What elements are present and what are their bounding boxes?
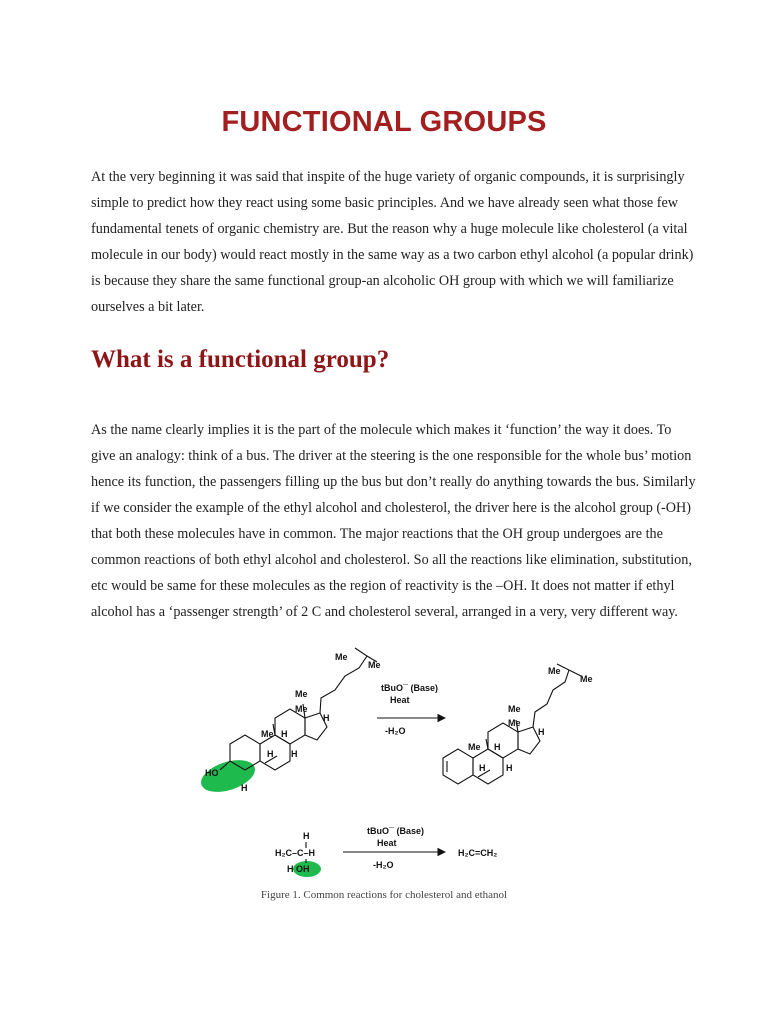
hydroxyl-label: HO bbox=[205, 768, 219, 778]
hydrogen-label: H bbox=[538, 727, 545, 737]
ethanol-bottom-groups: H OH bbox=[287, 864, 310, 874]
intro-line: ourselves a bit later. bbox=[91, 299, 205, 315]
body-paragraph bbox=[91, 417, 711, 625]
methyl-label: Me bbox=[468, 742, 481, 752]
intro-line: fundamental tenets of organic chemistry are. But the reason why a huge molecule like cholesterol (a vital bbox=[91, 221, 688, 237]
body-line: As the name clearly implies it is the part of the molecule which makes it ‘function’ the way it does. To bbox=[91, 422, 672, 438]
methyl-label: Me bbox=[295, 704, 308, 714]
body-line: common reactions of both ethyl alcohol and cholesterol. So all the reactions like elimination, substitution, bbox=[91, 552, 692, 568]
body-line: hence its function, the passengers filling up the bus but don’t really do anything towards the bus. Similarly bbox=[91, 474, 696, 490]
ethanol-carbon-chain: H₂C–C–H bbox=[275, 848, 316, 858]
cholestadiene-structure bbox=[443, 664, 593, 784]
heat-label: Heat bbox=[377, 838, 397, 848]
body-line: alcohol has a ‘passenger strength’ of 2 C and cholesterol several, arranged in a very, very different way. bbox=[91, 604, 678, 620]
ethylene-product: H₂C=CH₂ bbox=[458, 848, 498, 858]
intro-paragraph bbox=[91, 164, 711, 320]
heat-label: Heat bbox=[390, 695, 410, 705]
methyl-label: Me bbox=[368, 660, 381, 670]
body-line: that both these molecules have in common. The major reactions that the OH group undergoes are the bbox=[91, 526, 663, 542]
methyl-label: Me bbox=[295, 689, 308, 699]
water-loss-label: -H₂O bbox=[373, 860, 394, 870]
hydrogen-label: H bbox=[479, 763, 486, 773]
methyl-label: Me bbox=[508, 704, 521, 714]
hydrogen-label: H bbox=[281, 729, 288, 739]
reaction-scheme bbox=[195, 644, 595, 884]
body-line: if we consider the example of the ethyl alcohol and cholesterol, the driver here is the alcohol group (-OH) bbox=[91, 500, 691, 516]
methyl-label: Me bbox=[261, 729, 274, 739]
base-reagent-label: tBuO¯ (Base) bbox=[367, 826, 424, 836]
base-reagent-label: tBuO¯ (Base) bbox=[381, 683, 438, 693]
methyl-label: Me bbox=[548, 666, 561, 676]
intro-line: simple to predict how they react using some basic principles. And we have already seen what those few bbox=[91, 195, 679, 211]
hydrogen-label: H bbox=[291, 749, 298, 759]
ethanol-reaction bbox=[275, 826, 497, 877]
page-title: FUNCTIONAL GROUPS bbox=[221, 106, 547, 138]
hydrogen-label: H bbox=[267, 749, 274, 759]
methyl-label: Me bbox=[508, 718, 521, 728]
intro-line: molecule in our body) would react mostly in the same way as a two carbon ethyl alcohol (a popular drink) bbox=[91, 247, 694, 263]
top-reaction-arrow bbox=[377, 683, 445, 736]
ethanol-top-hydrogen: H bbox=[303, 831, 310, 841]
cholesterol-structure bbox=[197, 648, 380, 798]
water-loss-label: -H₂O bbox=[385, 726, 406, 736]
hydrogen-label: H bbox=[323, 713, 330, 723]
intro-line: At the very beginning it was said that inspite of the huge variety of organic compounds, it is surprisingly bbox=[91, 169, 685, 185]
reaction-figure bbox=[195, 644, 595, 884]
section-heading: What is a functional group? bbox=[91, 346, 390, 373]
methyl-label: Me bbox=[335, 652, 348, 662]
hydrogen-label: H bbox=[241, 783, 248, 793]
body-line: etc would be same for these molecules as the region of reactivity is the –OH. It does not matter if ethyl bbox=[91, 578, 675, 594]
methyl-label: Me bbox=[580, 674, 593, 684]
hydrogen-label: H bbox=[506, 763, 513, 773]
figure-caption: Figure 1. Common reactions for cholesterol and ethanol bbox=[260, 889, 508, 901]
body-line: give an analogy: think of a bus. The driver at the steering is the one responsible for the whole bus’ motion bbox=[91, 448, 692, 464]
intro-line: is because they share the same functional group-an alcoholic OH group with which we will familiarize bbox=[91, 273, 674, 289]
hydrogen-label: H bbox=[494, 742, 501, 752]
